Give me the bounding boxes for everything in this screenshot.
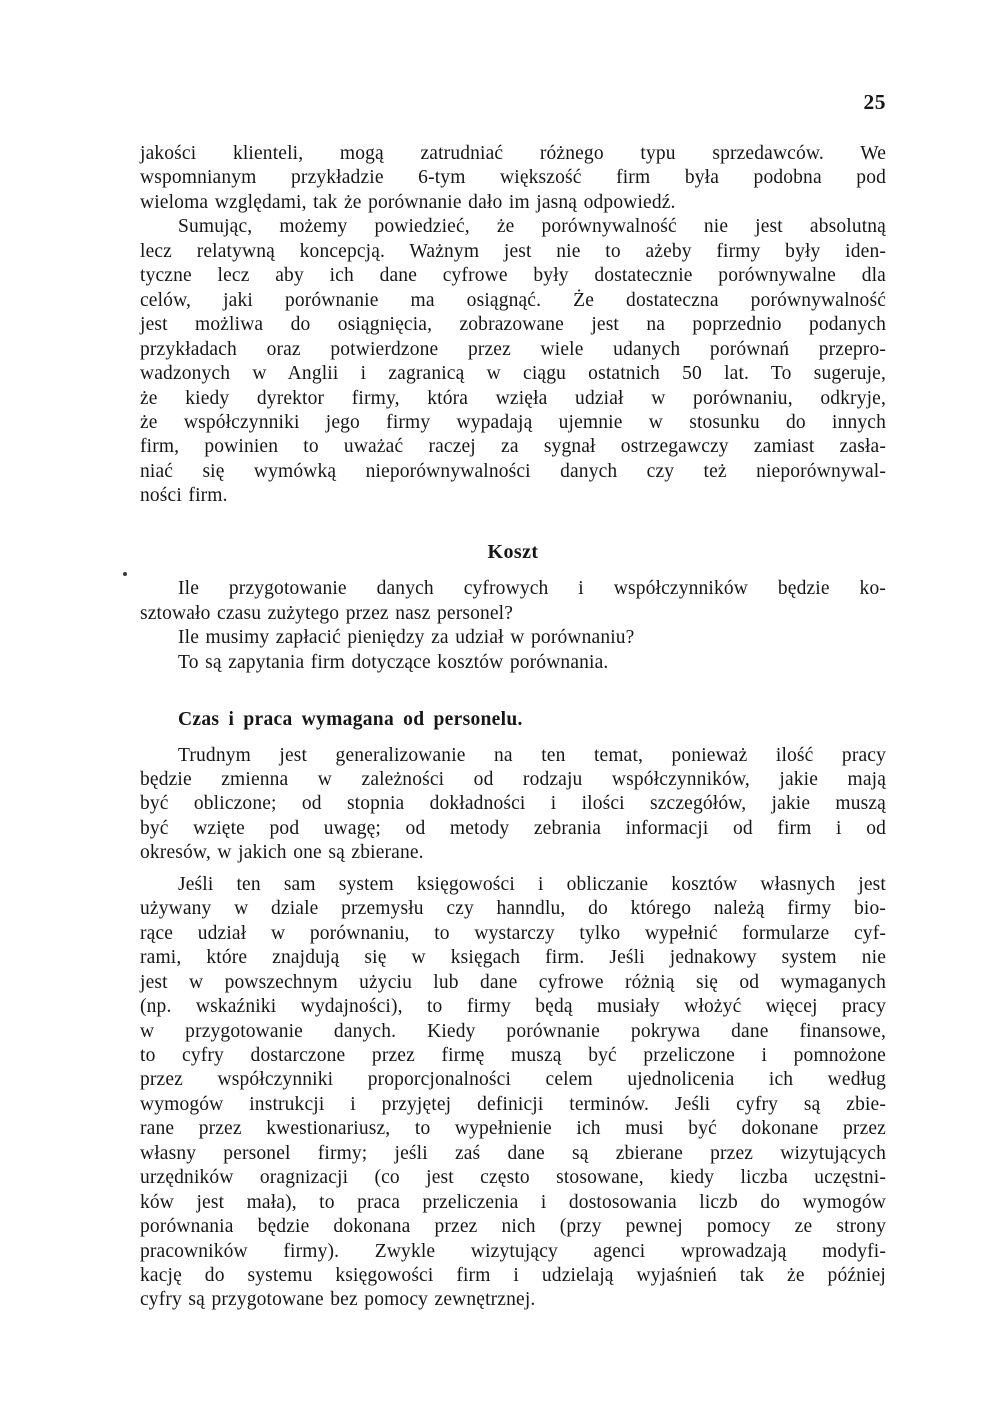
text-line: (np. wskaźniki wydajności), to firmy będą musiały włożyć więcej pracy: [140, 996, 886, 1018]
text-line: przez współczynniki proporcjonalności celem ujednolicenia ich według: [140, 1069, 886, 1091]
text-line: ków jest mała), to praca przeliczenia i dostosowania liczb do wymogów: [140, 1191, 886, 1213]
text-line: tyczne lecz aby ich dane cyfrowe były dostatecznie porównywalne dla: [140, 265, 886, 287]
text-line: być obliczone; od stopnia dokładności i ilości szczegółów, jakie muszą: [140, 793, 886, 815]
text-line: Sumując, możemy powiedzieć, że porównywalność nie jest absolutną: [178, 216, 886, 238]
text-line: będzie zmienna w zależności od rodzaju współczynników, jakie mają: [140, 768, 886, 790]
paragraph-ile-musimy: [140, 626, 886, 650]
text-line: celów, jaki porównanie ma osiągnąć. Że dostateczna porównywalność: [140, 289, 886, 311]
text-line: używany w dziale przemysłu czy hanndlu, do którego należą firmy bio-: [140, 898, 886, 920]
text-line: niać się wymówką nieporównywalności danych czy też nieporównywal-: [140, 460, 886, 482]
text-line: Ile przygotowanie danych cyfrowych i współczynników będzie ko-: [178, 578, 886, 600]
text-line: Trudnym jest generalizowanie na ten temat, ponieważ ilość pracy: [178, 744, 886, 766]
paragraph-jesli-system: [140, 873, 886, 1313]
paragraph-sumujac: [140, 215, 886, 508]
paragraph-jakosci-klienteli: [140, 142, 886, 215]
paragraph-trudnym-jest: [140, 744, 886, 866]
text-line: jest w powszechnym użyciu lub dane cyfrowe różnią się od wymaganych: [140, 971, 886, 993]
text-line: pracowników firmy). Zwykle wizytujący agenci wprowadzają modyfi-: [140, 1240, 886, 1262]
paragraph-to-sa-zapytania: [140, 651, 886, 675]
text-column: [140, 142, 886, 1313]
text-line: cyfry są przygotowane bez pomocy zewnętrznej.: [140, 1289, 536, 1311]
ink-speck-artifact: [123, 572, 127, 576]
text-line: przykładach oraz potwierdzone przez wiele udanych porównań przepro-: [140, 338, 886, 360]
page-number: 25: [863, 90, 886, 114]
text-line: okresów, w jakich one są zbierane.: [140, 842, 424, 864]
paragraph-ile-przygotowanie: [140, 577, 886, 626]
text-line: To są zapytania firm dotyczące kosztów porównania.: [178, 651, 609, 673]
text-line: urzędników oragnizacji (co jest często stosowane, kiedy liczba uczęstni-: [140, 1167, 886, 1189]
text-line: Ile musimy zapłacić pieniędzy za udział w porównaniu?: [178, 627, 635, 649]
text-line: własny personel firmy; jeśli zaś dane są zbierane przez wizytujących: [140, 1142, 886, 1164]
text-line: jakości klienteli, mogą zatrudniać różnego typu sprzedawców. We: [140, 143, 886, 164]
text-line: to cyfry dostarczone przez firmę muszą być przeliczone i pomnożone: [140, 1044, 886, 1066]
text-line: w przygotowanie danych. Kiedy porównanie pokrywa dane finansowe,: [140, 1020, 886, 1042]
section-heading-czas-i-praca: Czas i praca wymagana od personelu.: [178, 709, 523, 731]
text-line: że kiedy dyrektor firmy, która wzięła udział w porównaniu, odkryje,: [140, 387, 886, 409]
section-heading-koszt: Koszt: [487, 540, 539, 563]
text-line: rące udział w porównaniu, to wystarczy tylko wypełnić formularze cyf-: [140, 922, 886, 944]
text-line: kację do systemu księgowości firm i udzielają wyjaśnień tak że później: [140, 1265, 886, 1287]
text-line: ności firm.: [140, 485, 228, 507]
text-line: Jeśli ten sam system księgowości i obliczanie kosztów własnych jest: [178, 873, 886, 895]
text-line: jest możliwa do osiągnięcia, zobrazowane jest na poprzednio podanych: [140, 314, 886, 336]
text-line: firm, powinien to uważać raczej za sygnał ostrzegawczy zamiast zasła-: [140, 436, 886, 458]
text-line: porównania będzie dokonana przez nich (przy pewnej pomocy ze strony: [140, 1216, 886, 1238]
text-line: że współczynniki jego firmy wypadają ujemnie w stosunku do innych: [140, 411, 886, 433]
text-line: wadzonych w Anglii i zagranicą w ciągu ostatnich 50 lat. To sugeruje,: [140, 363, 886, 385]
text-line: rane przez kwestionariusz, to wypełnienie ich musi być dokonane przez: [140, 1118, 886, 1140]
text-line: wieloma względami, tak że porównanie dało im jasną odpowiedź.: [140, 191, 676, 213]
text-line: być wzięte pod uwagę; od metody zebrania informacji od firm i od: [140, 817, 886, 839]
text-line: wspomnianym przykładzie 6-tym większość firm była podobna pod: [140, 167, 886, 189]
text-line: sztowało czasu zużytego przez nasz personel?: [140, 602, 514, 624]
text-line: rami, które znajdują się w księgach firm. Jeśli jednakowy system nie: [140, 947, 886, 969]
text-line: wymogów instrukcji i przyjętej definicji terminów. Jeśli cyfry są zbie-: [140, 1093, 886, 1115]
text-line: lecz relatywną koncepcją. Ważnym jest nie to ażeby firmy były iden-: [140, 240, 886, 262]
